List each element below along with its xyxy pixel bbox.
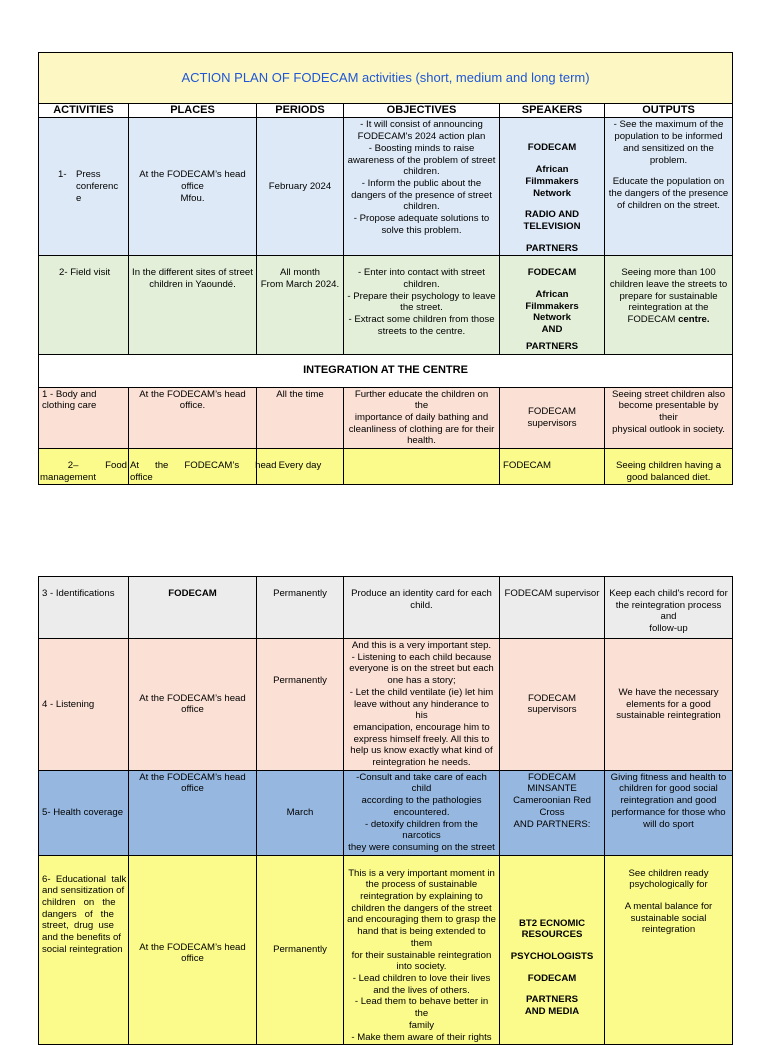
- ident-period: Permanently: [257, 577, 344, 639]
- ident-speaker: FODECAM supervisor: [500, 577, 605, 639]
- edu-period: Permanently: [257, 855, 344, 1045]
- food-outputs: Seeing children having a good balanced diet.: [605, 449, 733, 485]
- listen-outputs: We have the necessary elements for a good sustainable reintegration: [605, 639, 733, 771]
- press-activity-label: Press conferenc e: [76, 169, 119, 204]
- field-speakers: FODECAM African Filmmakers Network AND PARTNERS: [500, 256, 605, 354]
- press-period: February 2024: [257, 118, 344, 256]
- row-listening: [39, 639, 733, 771]
- press-activity-number: 1-: [58, 169, 67, 181]
- ident-place: FODECAM: [129, 577, 257, 639]
- field-output-bold: centre.: [678, 314, 710, 326]
- field-activity: 2- Field visit: [39, 256, 129, 354]
- header-row: [39, 104, 733, 118]
- body-place: At the FODECAM’s head office.: [129, 387, 257, 449]
- row-field-visit: [39, 256, 733, 354]
- health-outputs: Giving fitness and health to children for good social reintegration and good performance for those who will do sport: [605, 770, 733, 855]
- food-activity: 2– Food management: [39, 449, 129, 485]
- food-speaker: FODECAM: [500, 449, 605, 485]
- listen-speaker: FODECAM supervisors: [500, 639, 605, 771]
- edu-place: At the FODECAM’s head office: [129, 855, 257, 1045]
- header-periods: PERIODS: [257, 104, 344, 118]
- body-activity: 1 - Body and clothing care: [39, 387, 129, 449]
- field-outputs: Seeing more than 100 children leave the streets to prepare for sustainable reintegration at the FODECAM centre.: [605, 256, 733, 354]
- health-place: At the FODECAM’s head office: [129, 770, 257, 855]
- table-title: ACTION PLAN OF FODECAM activities (short, medium and long term): [39, 53, 733, 104]
- field-period: All month From March 2024.: [257, 256, 344, 354]
- row-press-conference: [39, 118, 733, 256]
- body-objectives: Further educate the children on the importance of daily bathing and cleanliness of clothing are for their health.: [344, 387, 500, 449]
- press-outputs: - See the maximum of the population to be informed and sensitized on the problem. Educate the population on the dangers of the presence of children on the street.: [605, 118, 733, 256]
- food-objective: [344, 449, 500, 485]
- body-outputs: Seeing street children also become presentable by their physical outlook in society.: [605, 387, 733, 449]
- health-activity: 5- Health coverage: [39, 770, 129, 855]
- row-health-coverage: [39, 770, 733, 855]
- row-educational-talk: [39, 855, 733, 1045]
- ident-activity: 3 - Identifications: [39, 577, 129, 639]
- edu-objectives: This is a very important moment in the process of sustainable reintegration by explaining to children the dangers of the street and encouraging them to grasp the hand that is being extended to them for their sustainable reintegration into society. - Lead children to love their lives and the lives of others. - Lead them to behave better in the family - Make them aware of their rights: [344, 855, 500, 1045]
- ident-outputs: Keep each child's record for the reintegration process and follow-up: [605, 577, 733, 639]
- header-speakers: SPEAKERS: [500, 104, 605, 118]
- press-objectives: - It will consist of announcing FODECAM's 2024 action plan - Boosting minds to raise awareness of the problem of street children. - Inform the public about the dangers of the presence of street children. - Propose adequate solutions to solve this problem.: [344, 118, 500, 256]
- action-plan-table: [38, 52, 733, 485]
- row-identifications: [39, 577, 733, 639]
- row-body-care: [39, 387, 733, 449]
- listen-place: At the FODECAM’s head office: [129, 639, 257, 771]
- press-speakers: FODECAM African Filmmakers Network RADIO AND TELEVISION PARTNERS: [500, 118, 605, 256]
- edu-activity: 6- Educational talk and sensitization of children on the dangers of the street, drug use and the benefits of social reintegration: [39, 855, 129, 1045]
- edu-speakers: BT2 ECNOMIC RESOURCES PSYCHOLOGISTS FODECAM PARTNERS AND MEDIA: [500, 855, 605, 1045]
- header-outputs: OUTPUTS: [605, 104, 733, 118]
- header-activities: ACTIVITIES: [39, 104, 129, 118]
- field-objectives: - Enter into contact with street children. - Prepare their psychology to leave the street. - Extract some children from those streets to the centre.: [344, 256, 500, 354]
- food-place: At the FODECAM’s head office: [129, 449, 257, 485]
- listen-period: Permanently: [257, 639, 344, 771]
- health-period: March: [257, 770, 344, 855]
- action-plan-table-continued: [38, 576, 733, 1045]
- health-objectives: -Consult and take care of each child according to the pathologies encountered. - detoxify children from the narcotics they were consuming on the street: [344, 770, 500, 855]
- edu-outputs: See children ready psychologically for A mental balance for sustainable social reintegration: [605, 855, 733, 1045]
- field-place: In the different sites of street children in Yaoundé.: [129, 256, 257, 354]
- ident-objectives: Produce an identity card for each child.: [344, 577, 500, 639]
- body-period: All the time: [257, 387, 344, 449]
- section-integration-title: INTEGRATION AT THE CENTRE: [39, 354, 733, 387]
- press-activity-cell: [39, 118, 129, 256]
- body-speaker: FODECAM supervisors: [500, 387, 605, 449]
- header-places: PLACES: [129, 104, 257, 118]
- press-place: At the FODECAM’s head office Mfou.: [129, 118, 257, 256]
- row-food-management: [39, 449, 733, 485]
- header-objectives: OBJECTIVES: [344, 104, 500, 118]
- food-period: Every day: [257, 449, 344, 485]
- section-row: [39, 354, 733, 387]
- health-speakers: FODECAM MINSANTE Cameroonian Red Cross AND PARTNERS:: [500, 770, 605, 855]
- listen-activity: 4 - Listening: [39, 639, 129, 771]
- listen-objectives: And this is a very important step. - Listening to each child because everyone is on the street but each one has a story; - Let the child ventilate (ie) let him leave without any hinderance to his emancipation, encourage him to express himself freely. All this to help us know exactly what kind of reintegration he needs.: [344, 639, 500, 771]
